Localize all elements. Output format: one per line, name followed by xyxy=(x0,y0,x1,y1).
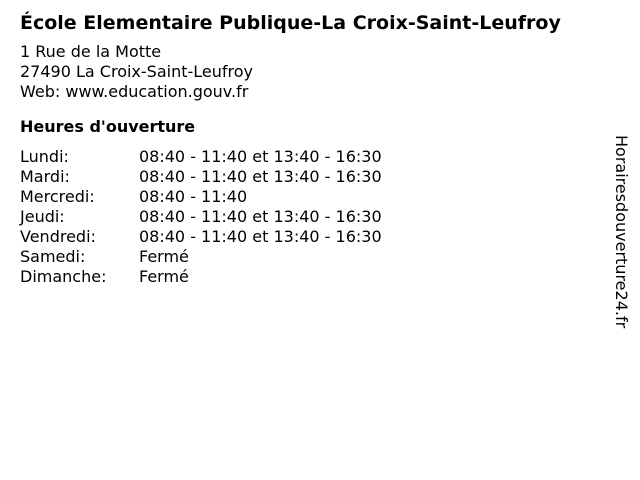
hours-row-lundi xyxy=(20,147,610,167)
hours-day: Vendredi: xyxy=(20,227,96,246)
hours-row-vendredi xyxy=(20,227,610,247)
hours-day: Dimanche: xyxy=(20,267,107,286)
hours-time: 08:40 - 11:40 et 13:40 - 16:30 xyxy=(139,147,382,166)
school-name: École Elementaire Publique-La Croix-Saint-Leufroy xyxy=(20,12,561,34)
hours-day: Mardi: xyxy=(20,167,70,186)
school-info-card xyxy=(20,10,610,287)
website: Web: www.education.gouv.fr xyxy=(20,82,249,101)
hours-table xyxy=(20,147,610,287)
hours-time: 08:40 - 11:40 et 13:40 - 16:30 xyxy=(139,207,382,226)
hours-day: Lundi: xyxy=(20,147,69,166)
address-street: 1 Rue de la Motte xyxy=(20,42,162,61)
hours-time: 08:40 - 11:40 xyxy=(139,187,248,206)
hours-day: Mercredi: xyxy=(20,187,95,206)
address-city: 27490 La Croix-Saint-Leufroy xyxy=(20,62,253,81)
hours-time: Fermé xyxy=(139,267,189,286)
hours-row-dimanche xyxy=(20,267,610,287)
hours-time: Fermé xyxy=(139,247,189,266)
hours-time: 08:40 - 11:40 et 13:40 - 16:30 xyxy=(139,227,382,246)
hours-time: 08:40 - 11:40 et 13:40 - 16:30 xyxy=(139,167,382,186)
hours-row-mardi xyxy=(20,167,610,187)
address-block xyxy=(20,42,610,102)
hours-day: Samedi: xyxy=(20,247,86,266)
hours-row-samedi xyxy=(20,247,610,267)
site-watermark: Horairesdouverture24.fr xyxy=(612,135,631,329)
hours-row-mercredi xyxy=(20,187,610,207)
hours-heading: Heures d'ouverture xyxy=(20,117,196,136)
hours-row-jeudi xyxy=(20,207,610,227)
hours-day: Jeudi: xyxy=(20,207,65,226)
